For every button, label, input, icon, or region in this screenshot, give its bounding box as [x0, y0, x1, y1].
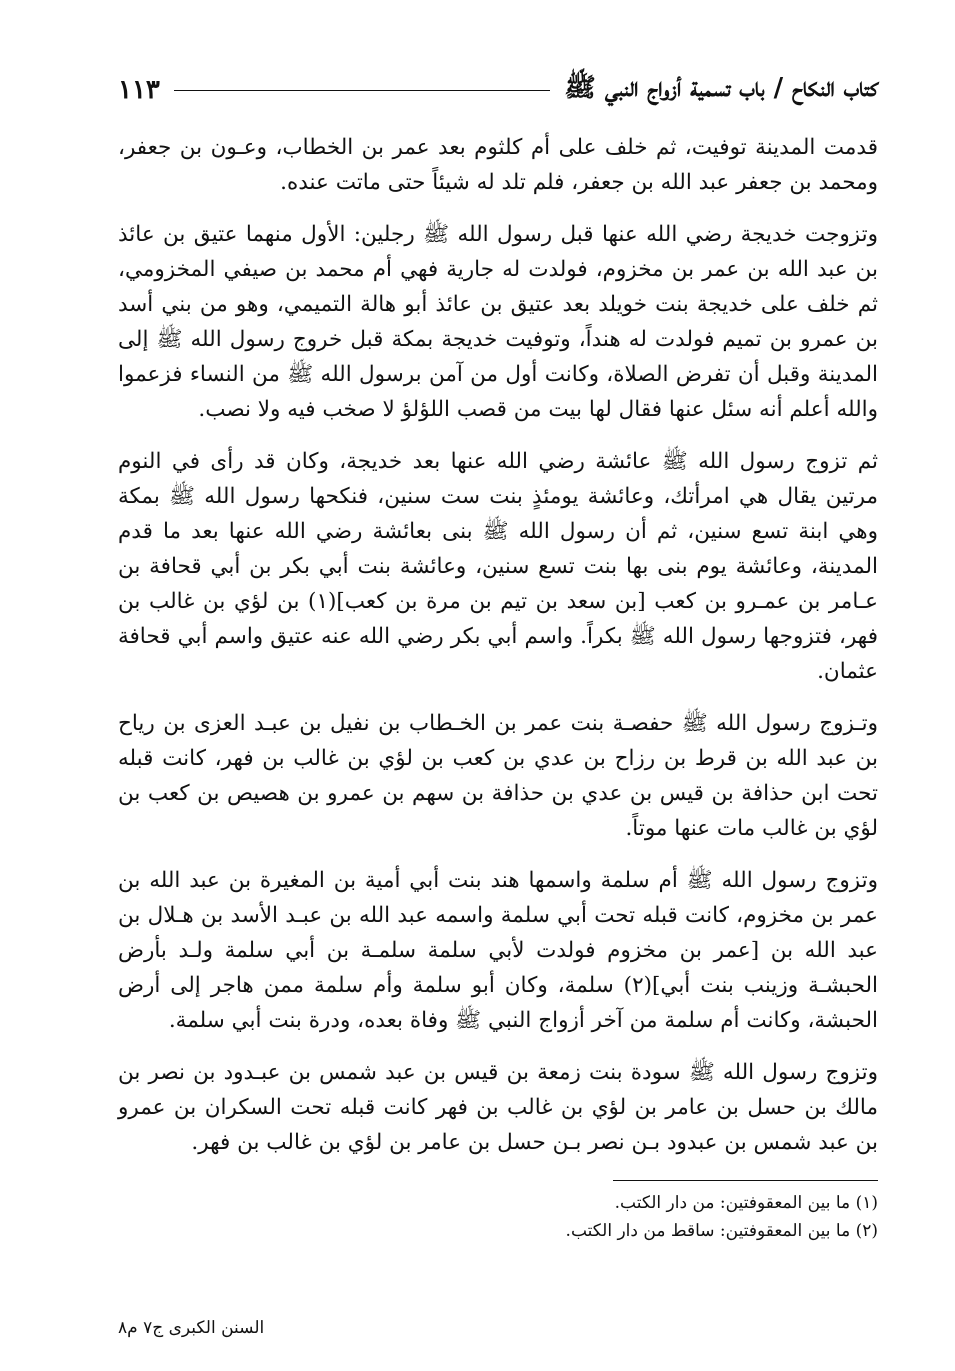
paragraph-4: وتـزوج رسول الله ﷺ حفصـة بنت عمر بن الخـطاب بن نفيل بن عبـد العزى بن رياح بن عبد الله بن قرط بن رزاح بن عدي بن كعب بن لؤي بن غالب بن فهر، كانت قبله تحت ابن حذافة بن قيس بن عدي بن حذافة بن سهم بن عمرو بن هصيص بن كعب بن لؤي بن غالب مات عنها موتاً.: [118, 711, 878, 841]
document-page: [118, 62, 878, 1245]
header-title: كتاب النكاح / باب تسمية أزواج النبي ﷺ: [564, 73, 878, 103]
header-rule: [174, 90, 550, 91]
paragraph-1: قدمت المدينة توفيت، ثم خلف على أم كلثوم بعد عمر بن الخطاب، وعـون بن جعفر، ومحمد بن جعفر عبد الله بن جعفر، فلم تلد له شيئاً حتى ماتت عنده.: [118, 135, 878, 195]
body-text: [118, 130, 878, 1160]
paragraph-6: وتزوج رسول الله ﷺ سودة بنت زمعة بن قيس بن عبد شمس بن عبـدود بن نصر بن مالك بن حسل بن عامر بن لؤي بن غالب بن فهر كانت قبله تحت السكران بن عمرو بن عبد شمس بن عبدود بـن نصر بـن حسل بن عامر بن لؤي بن غالب بن فهر.: [118, 1060, 878, 1155]
paragraph-3: ثم تزوج رسول الله ﷺ عائشة رضي الله عنها بعد خديجة، وكان قد رأى في النوم مرتين يقال هي امرأتك، وعائشة يومئذٍ بنت ست سنين، فنكحها رسول الله ﷺ بمكة وهي ابنة تسع سنين، ثم أن رسول الله ﷺ بنى بعائشة رضي الله عنها بعد ما قدم المدينة، وعائشة يوم بنى بها بنت تسع سنين، وعائشة بنت أبي بكر بن أبي قحافة بن عـامر بن عمـرو بن كعب [بن سعد بن تيم بن مرة بن كعب](١) بن لؤي بن غالب بن فهر، فتزوجها رسول الله ﷺ بكراً. واسم أبي بكر رضي الله عنه عتيق واسم أبي قحافة عثمان.: [118, 449, 878, 684]
paragraph-5: وتزوج رسول الله ﷺ أم سلمة واسمها هند بنت أبي أمية بن المغيرة بن عبد الله بن عمر بن مخزوم، كانت قبله تحت أبي سلمة واسمه عبد الله بن عبـد الأسد بن هـلال بن عبد الله بن [عمر بن مخزوم فولدت لأبي سلمة سلمـة بن أبي سلمة ولـد بأرض الحبشـة وزينب بنت أبي](٢) سلمة، وكان أبو سلمة وأم سلمة ممن هاجر إلى أرض الحبشة، وكانت أم سلمة من آخر أزواج النبي ﷺ وفاة بعده، ودرة بنت أبي سلمة.: [118, 868, 878, 1033]
footnote-1: (١) ما بين المعقوفتين: من دار الكتب.: [614, 1193, 878, 1213]
printer-signature: السنن الكبرى ج٧ م٨: [118, 1318, 265, 1338]
running-header: [118, 62, 878, 118]
footnote-2: (٢) ما بين المعقوفتين: ساقط من دار الكتب.: [565, 1221, 878, 1241]
footnote-separator: [613, 1180, 878, 1181]
page-number: ١١٣: [118, 75, 160, 105]
paragraph-2: وتزوجت خديجة رضي الله عنها قبل رسول الله ﷺ رجلين: الأول منهما عتيق بن عائذ بن عبد الله بن عمر بن مخزوم، فولدت له جارية فهي أم محمد بن صيفي المخزومي، ثم خلف على خديجة بنت خويلد بعد عتيق بن عائذ أبو هالة التميمي، وهو من بني أسد بن عمرو بن تميم فولدت له هنداً، وتوفيت خديجة بمكة قبل خروج رسول الله ﷺ إلى المدينة وقبل أن تفرض الصلاة، وكانت أول من آمن برسول الله ﷺ من النساء فزعموا والله أعلم أنه سئل عنها فقال لها بيت من قصب اللؤلؤ لا صخب فيه ولا نصب.: [118, 222, 878, 422]
footnotes: [118, 1189, 878, 1245]
